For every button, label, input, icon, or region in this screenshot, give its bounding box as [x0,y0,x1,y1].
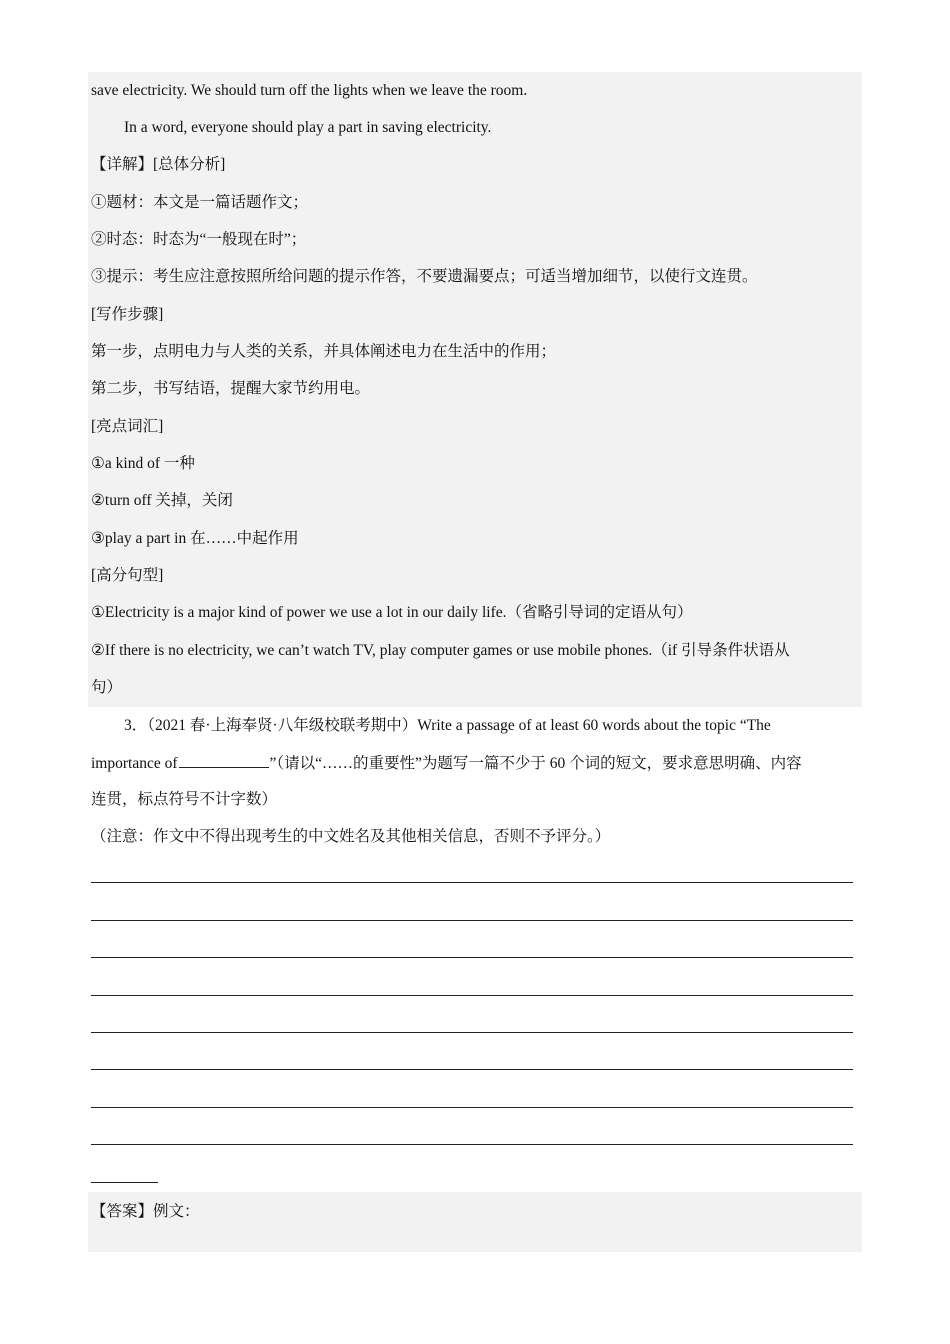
vocab-item: ①a kind of 一种 [91,455,195,472]
question-prefix: importance of [91,755,178,772]
writing-line [91,957,853,958]
writing-line [91,1069,853,1070]
sentence-item: 句） [91,679,123,696]
analysis-item: ③提示：考生应注意按照所给问题的提示作答，不要遗漏要点；可适当增加细节，以使行文连贯。 [91,268,758,285]
writing-line [91,1107,853,1108]
analysis-item: ②时态：时态为“一般现在时”； [91,231,307,248]
example-line: save electricity. We should turn off the lights when we leave the room. [91,82,528,99]
steps-heading: [写作步骤] [91,306,164,323]
writing-line [91,1032,853,1033]
example-line: In a word, everyone should play a part in saving electricity. [124,119,492,136]
question-line: 连贯，标点符号不计字数） [91,791,278,808]
step-item: 第一步，点明电力与人类的关系，并具体阐述电力在生活中的作用； [91,343,557,360]
topic-blank [179,753,269,768]
question-line [91,753,802,774]
writing-line [91,882,853,883]
question-line: 3．（2021 春·上海奉贤·八年级校联考期中）Write a passage of at least 60 words about the topic “The [124,717,771,734]
analysis-heading: 【详解】[总体分析] [91,156,226,173]
sentence-item: ①Electricity is a major kind of power we use a lot in our daily life.（省略引导词的定语从句） [91,604,693,621]
answer-label: 【答案】例文： [91,1203,200,1220]
question-note: （注意：作文中不得出现考生的中文姓名及其他相关信息，否则不予评分。） [91,828,611,845]
vocab-heading: [亮点词汇] [91,418,164,435]
answer-block [88,1192,862,1252]
writing-line [91,920,853,921]
sentences-heading: [高分句型] [91,567,164,584]
step-item: 第二步，书写结语，提醒大家节约用电。 [91,380,371,397]
vocab-item: ③play a part in 在……中起作用 [91,530,299,547]
question-suffix: ”（请以“……的重要性”为题写一篇不少于 60 个词的短文，要求意思明确、内容 [269,755,802,772]
sentence-item: ②If there is no electricity, we can’t watch TV, play computer games or use mobile phones.（if 引导条件状语从 [91,642,790,659]
analysis-item: ①题材：本文是一篇话题作文； [91,194,309,211]
writing-line-short [91,1182,158,1183]
writing-line [91,995,853,996]
writing-line [91,1144,853,1145]
vocab-item: ②turn off 关掉，关闭 [91,492,233,509]
